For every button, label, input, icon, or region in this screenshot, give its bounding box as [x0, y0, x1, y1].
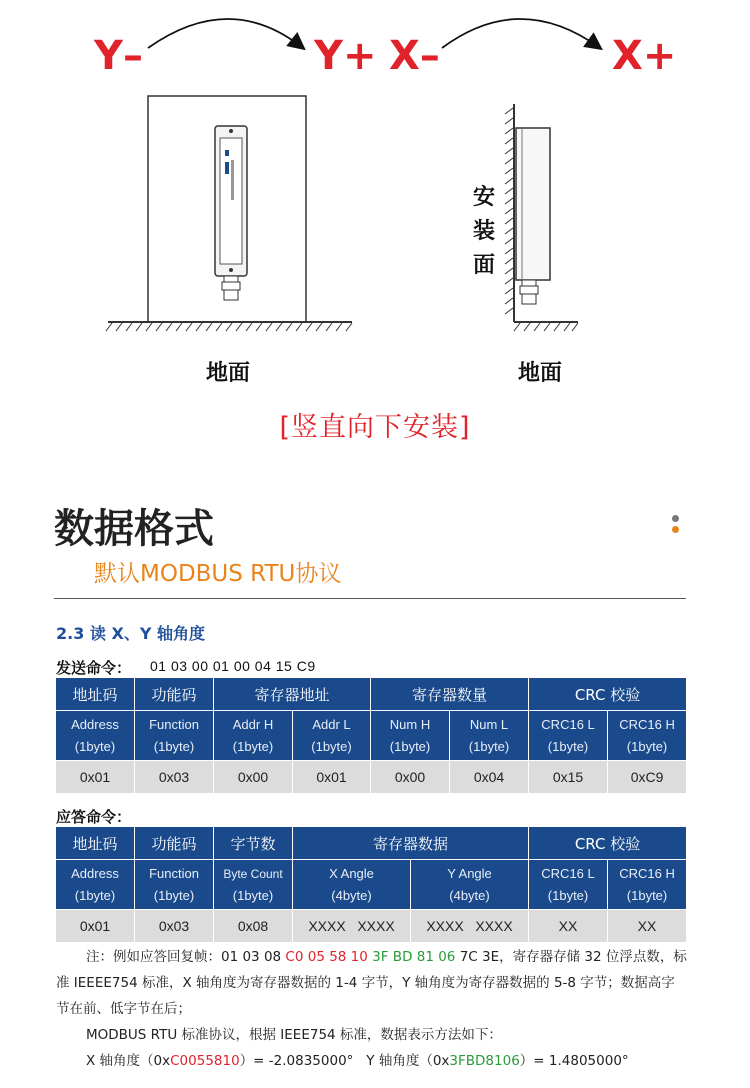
table-header-cell: 地址码	[56, 827, 135, 860]
value-cell: 0x04	[450, 761, 529, 794]
install-note: [竖直向下安装]	[279, 412, 471, 443]
value-cell: 0x00	[214, 761, 293, 794]
table-header-cell: 寄存器数据	[293, 827, 529, 860]
field-cell: Addr L (1byte)	[293, 711, 371, 761]
right-ground-hatch	[514, 323, 578, 331]
y-minus-label: Y–	[94, 33, 143, 79]
value-cell: XX	[608, 910, 687, 943]
field-cell: Function (1byte)	[135, 860, 214, 910]
table-header-cell: 寄存器地址	[214, 678, 371, 711]
notes-block	[56, 944, 688, 1074]
reply-command-table	[55, 826, 687, 943]
table-header-cell: CRC 校验	[529, 678, 687, 711]
table-header-cell: CRC 校验	[529, 827, 687, 860]
send-command-label: 发送命令：	[56, 659, 132, 677]
note-paragraph: 注：例如应答回复帧：01 03 08 C0 05 58 10 3F BD 81 06 7C 3E，寄存器存储 32 位浮点数，标准 IEEEE754 标准，X 轴角度为寄存器数据的 1-4 字节，Y 轴角度为寄存器数据的 5-8 字节；数据高字节在前、低字节在后；	[56, 949, 687, 1017]
y-rotation-arrow	[148, 19, 303, 48]
field-cell: Function (1byte)	[135, 711, 214, 761]
field-cell: Address (1byte)	[56, 860, 135, 910]
y-plus-label: Y+	[314, 33, 377, 79]
field-cell: Byte Count (1byte)	[214, 860, 293, 910]
note-standard: MODBUS RTU 标准协议，根据 IEEE754 标准，数据表示方法如下：	[86, 1027, 502, 1043]
value-cell: 0x01	[293, 761, 371, 794]
front-view-sensor	[148, 96, 306, 322]
section-heading: 2.3 读 X、Y 轴角度	[56, 624, 205, 643]
table-header-cell: 功能码	[135, 678, 214, 711]
wall-hatch	[505, 108, 513, 314]
table-header-cell: 功能码	[135, 827, 214, 860]
value-cell: 0x03	[135, 761, 214, 794]
divider	[54, 598, 686, 599]
field-cell: Num L (1byte)	[450, 711, 529, 761]
table-header-cell: 字节数	[214, 827, 293, 860]
value-cell: XXXX XXXX	[411, 910, 529, 943]
installation-diagram	[0, 0, 750, 400]
mount-surface-label: 安装面	[472, 184, 495, 278]
side-view-sensor	[516, 128, 550, 304]
value-cell: XXXX XXXX	[293, 910, 411, 943]
value-cell: 0x00	[371, 761, 450, 794]
ground-label-left: 地面	[206, 360, 251, 386]
value-cell: 0x01	[56, 910, 135, 943]
field-cell: X Angle (4byte)	[293, 860, 411, 910]
field-cell: Y Angle (4byte)	[411, 860, 529, 910]
page-title: 数据格式	[54, 506, 214, 552]
field-cell: CRC16 H (1byte)	[608, 711, 687, 761]
note-angles: X 轴角度（0xC0055810）= -2.0835000° Y 轴角度（0x3FBD8106）= 1.4805000°	[86, 1053, 629, 1069]
value-cell: 0x15	[529, 761, 608, 794]
value-cell: XX	[529, 910, 608, 943]
value-cell: 0x08	[214, 910, 293, 943]
reply-command-label: 应答命令：	[56, 808, 132, 826]
page-subtitle: 默认MODBUS RTU协议	[94, 561, 342, 587]
field-cell: CRC16 H (1byte)	[608, 860, 687, 910]
field-cell: Address (1byte)	[56, 711, 135, 761]
decorative-dots-icon	[670, 515, 680, 537]
field-cell: CRC16 L (1byte)	[529, 711, 608, 761]
table-header-cell: 地址码	[56, 678, 135, 711]
ground-label-right: 地面	[518, 360, 563, 386]
send-command-value: 01 03 00 01 00 04 15 C9	[150, 658, 316, 674]
field-cell: CRC16 L (1byte)	[529, 860, 608, 910]
value-cell: 0x03	[135, 910, 214, 943]
value-cell: 0xC9	[608, 761, 687, 794]
field-cell: Num H (1byte)	[371, 711, 450, 761]
x-plus-label: X+	[612, 33, 677, 79]
table-header-cell: 寄存器数量	[371, 678, 529, 711]
send-command-table	[55, 677, 687, 794]
value-cell: 0x01	[56, 761, 135, 794]
x-rotation-arrow	[442, 19, 600, 48]
left-ground-hatch	[106, 323, 352, 331]
x-minus-label: X–	[389, 33, 440, 79]
field-cell: Addr H (1byte)	[214, 711, 293, 761]
